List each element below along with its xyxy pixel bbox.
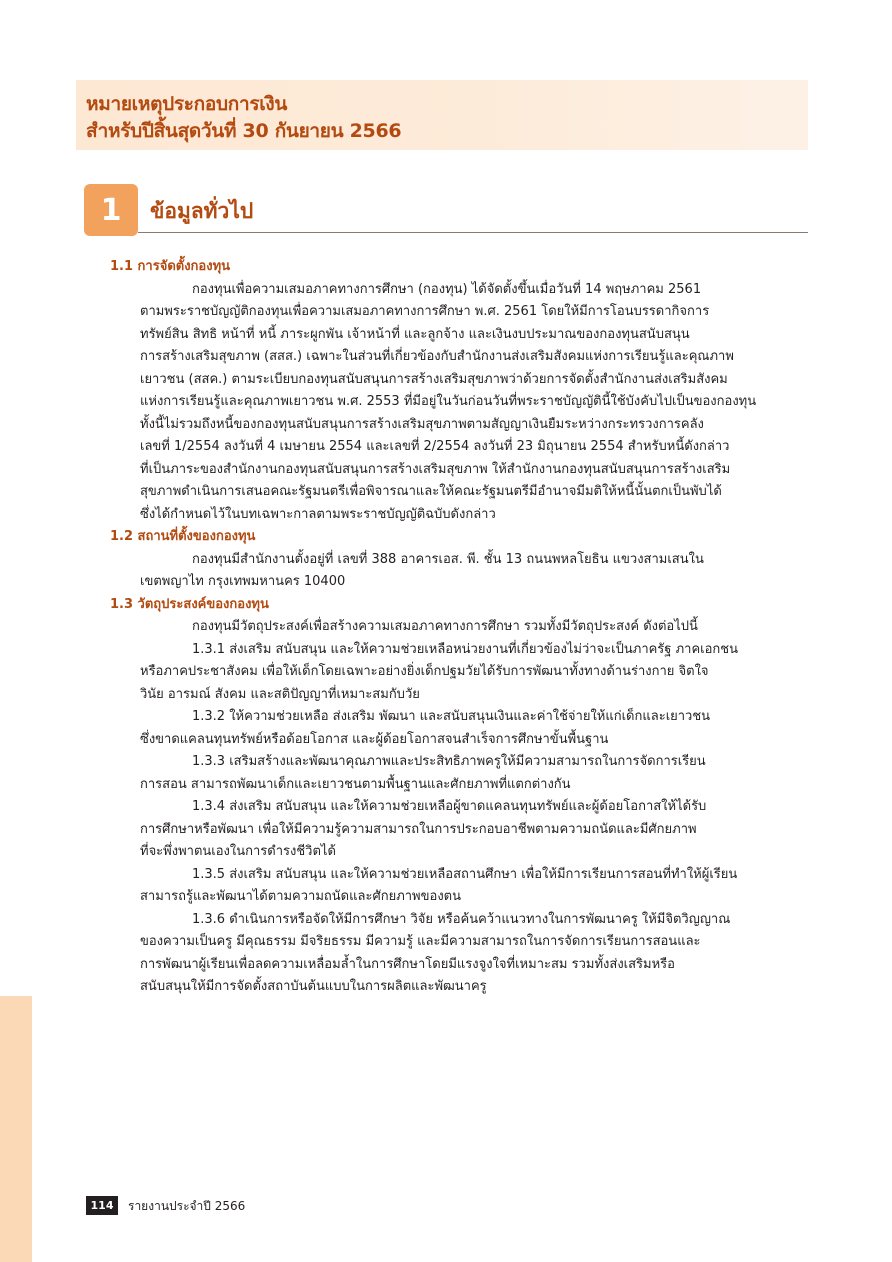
objective-item-2: 1.3.2 ให้ความช่วยเหลือ ส่งเสริม พัฒนา และสนับสนุนเงินและค่าใช้จ่ายให้แก่เด็กและเยาวชน: [192, 709, 711, 724]
text-line: หรือภาคประชาสังคม เพื่อให้เด็กโดยเฉพาะอย่างยิ่งเด็กปฐมวัยได้รับการพัฒนาทั้งทางด้านร่างกาย จิตใจ: [140, 664, 709, 679]
page-title-line-2: สำหรับปีสิ้นสุดวันที่ 30 กันยายน 2566: [86, 120, 402, 142]
page-title: [86, 91, 401, 145]
paragraph-location: [110, 549, 810, 594]
section-number-badge: 1: [84, 184, 138, 236]
objective-item-3: 1.3.3 เสริมสร้างและพัฒนาคุณภาพและประสิทธิภาพครูให้มีความสามารถในการจัดการเรียน: [192, 754, 706, 769]
objectives-intro: กองทุนมีวัตถุประสงค์เพื่อสร้างความเสมอภาคทางการศึกษา รวมทั้งมีวัตถุประสงค์ ดังต่อไปนี้: [192, 619, 698, 634]
report-title-footer: รายงานประจำปี 2566: [128, 1199, 246, 1213]
text-line: เขตพญาไท กรุงเทพมหานคร 10400: [140, 574, 346, 589]
text-line: ที่เป็นภาระของสำนักงานกองทุนสนับสนุนการสร้างเสริมสุขภาพ ให้สำนักงานกองทุนสนับสนุนการสร้างเสริม: [140, 461, 731, 477]
page-title-line-1: หมายเหตุประกอบการเงิน: [86, 93, 288, 115]
text-line: การสร้างเสริมสุขภาพ (สสส.) เฉพาะในส่วนที่เกี่ยวข้องกับสำนักงานส่งเสริมสังคมแห่งการเรียนรู้และคุณภาพ: [140, 349, 734, 364]
text-line: การพัฒนาผู้เรียนเพื่อลดความเหลื่อมล้ำในการศึกษาโดยมีแรงจูงใจที่เหมาะสม รวมทั้งส่งเสริมหรือ: [140, 956, 675, 972]
text-line: เยาวชน (สสค.) ตามระเบียบกองทุนสนับสนุนการสร้างเสริมสุขภาพว่าด้วยการจัดตั้งสำนักงานส่งเสริมสังคม: [140, 371, 728, 387]
text-line: กองทุนเพื่อความเสมอภาคทางการศึกษา (กองทุน) ได้จัดตั้งขึ้นเมื่อวันที่ 14 พฤษภาคม 2561: [192, 281, 702, 297]
section-divider: [138, 232, 808, 233]
text-line: ซึ่งได้กำหนดไว้ในบทเฉพาะกาลตามพระราชบัญญัติฉบับดังกล่าว: [140, 506, 496, 522]
text-line: ของความเป็นครู มีคุณธรรม มีจริยธรรม มีความรู้ และมีความสามารถในการจัดการเรียนการสอนและ: [140, 934, 701, 949]
text-line: ทั้งนี้ไม่รวมถึงหนี้ของกองทุนสนับสนุนการสร้างเสริมสุขภาพตามสัญญาเงินยืมระหว่างกระทรวงการคลัง: [140, 416, 704, 432]
subsection-heading-objectives: 1.3 วัตถุประสงค์ของกองทุน: [110, 596, 269, 612]
paragraph-establishment: [110, 279, 810, 527]
document-body: [110, 256, 810, 999]
subsection-heading-location: 1.2 สถานที่ตั้งของกองทุน: [110, 529, 256, 544]
text-line: การสอน สามารถพัฒนาเด็กและเยาวชนตามพื้นฐานและศักยภาพที่แตกต่างกัน: [140, 776, 571, 792]
text-line: ตามพระราชบัญญัติกองทุนเพื่อความเสมอภาคทางการศึกษา พ.ศ. 2561 โดยให้มีการโอนบรรดากิจการ: [140, 304, 710, 319]
objective-item-5: 1.3.5 ส่งเสริม สนับสนุน และให้ความช่วยเหลือสถานศึกษา เพื่อให้มีการเรียนการสอนที่ทำให้ผู้เรียน: [192, 866, 738, 882]
text-line: กองทุนมีสำนักงานตั้งอยู่ที่ เลขที่ 388 อาคารเอส. พี. ชั้น 13 ถนนพหลโยธิน แขวงสามเสนใน: [192, 551, 704, 567]
text-line: เลขที่ 1/2554 ลงวันที่ 4 เมษายน 2554 และเลขที่ 2/2554 ลงวันที่ 23 มิถุนายน 2554 สำหรับหนี้ดังกล่าว: [140, 439, 730, 454]
text-line: สามารถรู้และพัฒนาได้ตามความถนัดและศักยภาพของตน: [140, 889, 462, 904]
text-line: ที่จะพึ่งพาตนเองในการดำรงชีวิตได้: [140, 844, 336, 859]
objective-item-1: 1.3.1 ส่งเสริม สนับสนุน และให้ความช่วยเหลือหน่วยงานที่เกี่ยวข้องไม่ว่าจะเป็นภาครัฐ ภาคเอกชน: [192, 641, 738, 657]
text-line: สุขภาพดำเนินการเสนอคณะรัฐมนตรีเพื่อพิจารณาและให้คณะรัฐมนตรีมีอำนาจมีมติให้หนี้นั้นตกเป็นพับได้: [140, 484, 722, 499]
section-title: ข้อมูลทั่วไป: [150, 199, 254, 223]
paragraph-objectives: [110, 616, 810, 999]
text-line: สนับสนุนให้มีการจัดตั้งสถาบันต้นแบบในการผลิตและพัฒนาครู: [140, 979, 487, 994]
text-line: ทรัพย์สิน สิทธิ หน้าที่ หนี้ ภาระผูกพัน เจ้าหน้าที่ และลูกจ้าง และเงินงบประมาณของกองทุนสนับสนุน: [140, 326, 690, 342]
text-line: การศึกษาหรือพัฒนา เพื่อให้มีความรู้ความสามารถในการประกอบอาชีพตามความถนัดและมีศักยภาพ: [140, 821, 697, 837]
side-tab-strip: [0, 996, 32, 1262]
objective-item-6: 1.3.6 ดำเนินการหรือจัดให้มีการศึกษา วิจัย หรือค้นคว้าแนวทางในการพัฒนาครู ให้มีจิตวิญญาณ: [192, 911, 731, 927]
text-line: แห่งการเรียนรู้และคุณภาพเยาวชน พ.ศ. 2553 ที่มีอยู่ในวันก่อนวันที่พระราชบัญญัตินี้ใช้บังคับไปเป็นของกองทุน: [140, 394, 757, 409]
subsection-heading-establishment: 1.1 การจัดตั้งกองทุน: [110, 259, 231, 274]
objective-item-4: 1.3.4 ส่งเสริม สนับสนุน และให้ความช่วยเหลือผู้ขาดแคลนทุนทรัพย์และผู้ด้อยโอกาสให้ได้รับ: [192, 799, 707, 814]
page-number: 114: [86, 1196, 118, 1215]
text-line: วินัย อารมณ์ สังคม และสติปัญญาที่เหมาะสมกับวัย: [140, 686, 420, 702]
text-line: ซึ่งขาดแคลนทุนทรัพย์หรือด้อยโอกาส และผู้ด้อยโอกาสจนสำเร็จการศึกษาขั้นพื้นฐาน: [140, 731, 609, 747]
